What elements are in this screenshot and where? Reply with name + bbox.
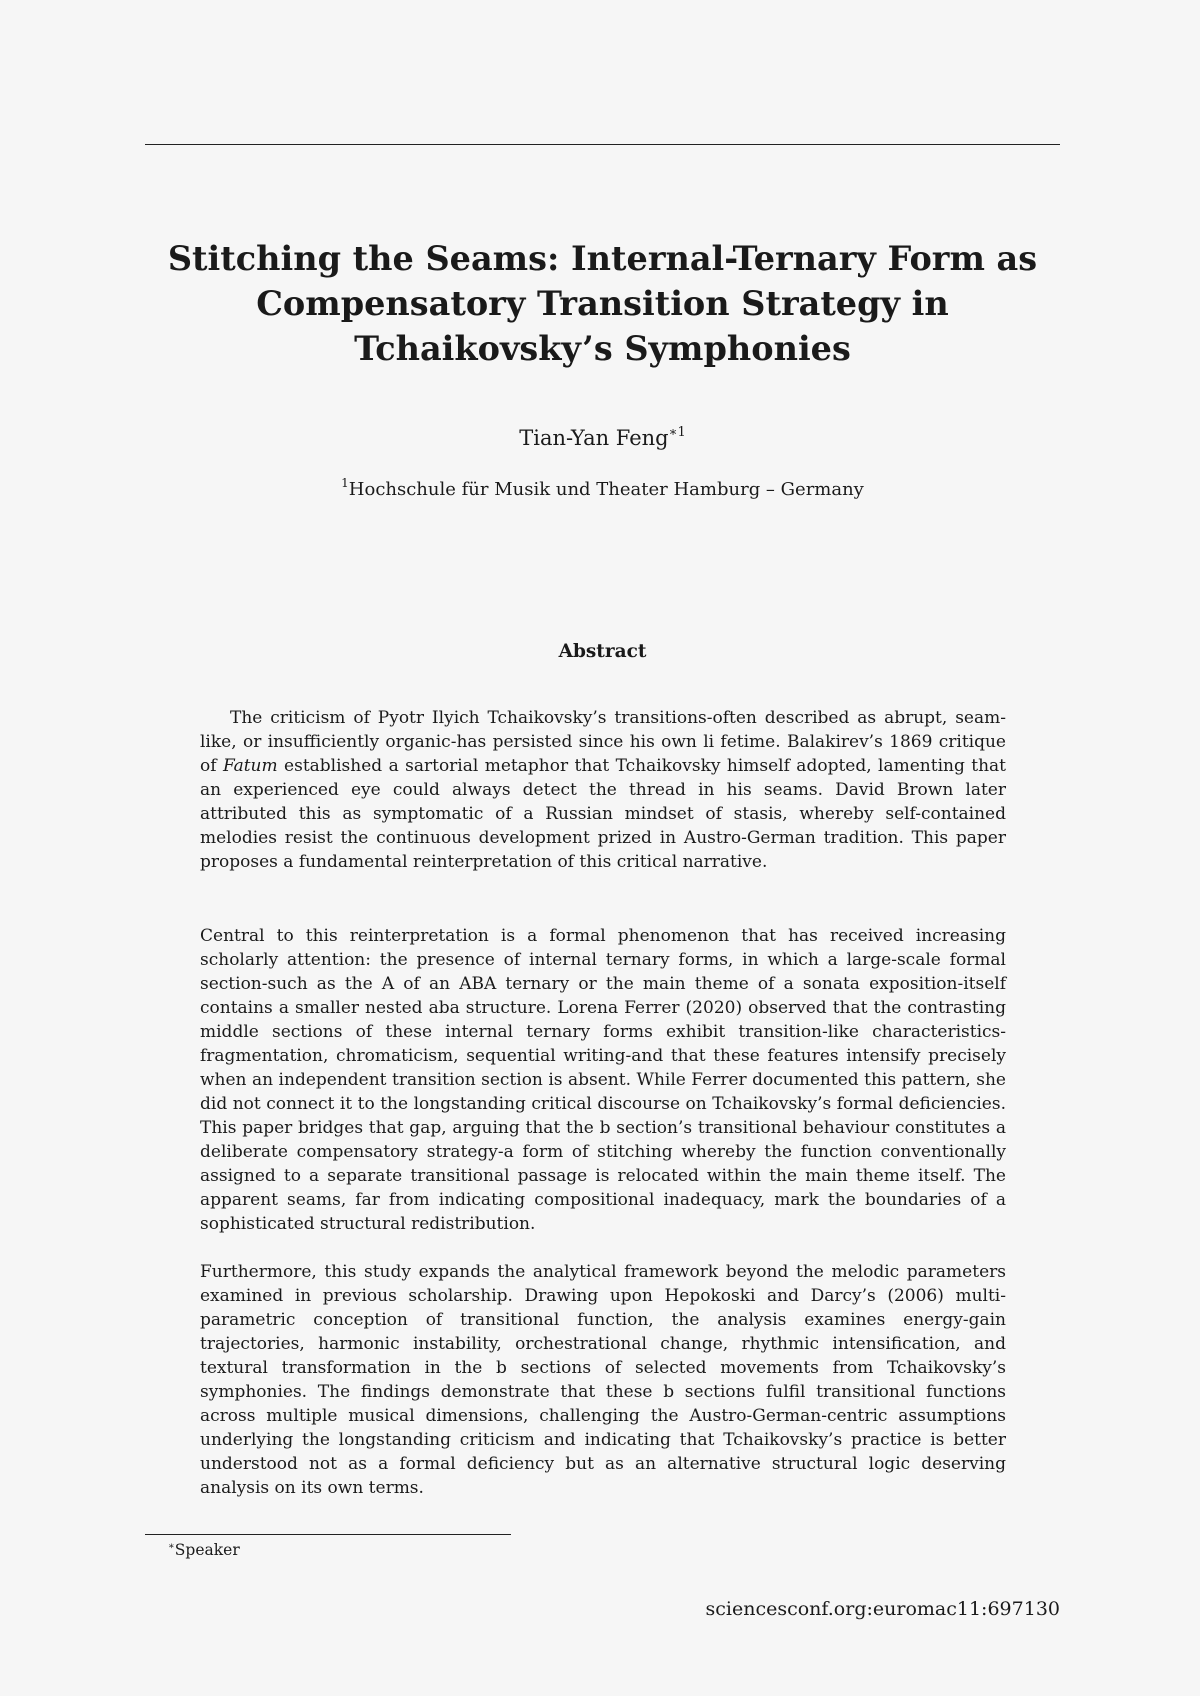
footnote-rule	[145, 1534, 511, 1535]
abstract-heading: Abstract	[558, 641, 647, 662]
author-line	[145, 424, 1060, 452]
footnote-text: Speaker	[174, 1541, 240, 1559]
abstract-p1-text-end: established a sartorial metaphor that Tchaikovsky himself adopted, lamenting that an experienced eye could always detect the thread in his seams. David Brown later attributed this as symptomatic of a Russian mindset of stasis, whereby self-contained melodies resist the continuous development prized in Austro-German tradition. This paper proposes a fundamental reinterpretation of this critical narrative.	[200, 756, 1006, 872]
header-rule	[145, 144, 1060, 145]
author-marks: ∗1	[668, 425, 686, 440]
page-identifier: sciencesconf.org:euromac11:697130	[705, 1598, 1060, 1620]
abstract-p1-italic-title: Fatum	[222, 756, 278, 776]
footnote-mark: ∗	[168, 1541, 175, 1552]
affiliation-text: Hochschule für Musik und Theater Hamburg – Germany	[348, 479, 864, 500]
abstract-paragraph-2: Central to this reinterpretation is a formal phenomenon that has received increasing scholarly attention: the presence of internal ternary forms, in which a large-scale formal section-such as the A of an ABA ternary or the main theme of a sonata exposition-itself contains a smaller nested aba structure. Lorena Ferrer (2020) observed that the contrasting middle sections of these internal ternary forms exhibit transition-like characteristics-fragmentation, chromaticism, sequential writing-and that these features intensify precisely when an independent transition section is absent. While Ferrer documented this pattern, she did not connect it to the longstanding critical discourse on Tchaikovsky’s formal deficiencies. This paper bridges that gap, arguing that the b section’s transitional behaviour constitutes a deliberate compensatory strategy-a form of stitching whereby the function conventionally assigned to a separate transitional passage is relocated within the main theme itself. The apparent seams, far from indicating compositional inadequacy, mark the boundaries of a sophisticated structural redistribution.	[200, 926, 1006, 1234]
abstract-paragraph-1	[200, 706, 1006, 874]
abstract-paragraph-3: Furthermore, this study expands the analytical framework beyond the melodic parameters examined in previous scholarship. Drawing upon Hepokoski and Darcy’s (2006) multi-parametric conception of transitional function, the analysis examines energy-gain trajectories, harmonic instability, orchestrational change, rhythmic intensification, and textural transformation in the b sections of selected movements from Tchaikovsky’s symphonies. The findings demonstrate that these b sections fulfil transitional functions across multiple musical dimensions, challenging the Austro-German-centric assumptions underlying the longstanding criticism and indicating that Tchaikovsky’s practice is better understood not as a formal deficiency but as an alternative structural logic deserving analysis on its own terms.	[200, 1262, 1006, 1498]
abstract-p1-text-start: The criticism of Pyotr Ilyich Tchaikovsky’s transitions-often described as abrupt, seam-like, or insufficiently organic-has persisted since his own li fetime. Balakirev’s 1869 critique of	[200, 708, 1006, 776]
author-name: Tian-Yan Feng	[519, 426, 669, 450]
abstract-body	[200, 706, 1006, 1500]
footnote	[168, 1539, 240, 1561]
affiliation-mark: 1	[341, 476, 349, 490]
paper-title: Stitching the Seams: Internal-Ternary Form as Compensatory Transition Strategy in Tchaikovsky’s Symphonies	[167, 239, 1038, 368]
affiliation-line	[145, 478, 1060, 502]
